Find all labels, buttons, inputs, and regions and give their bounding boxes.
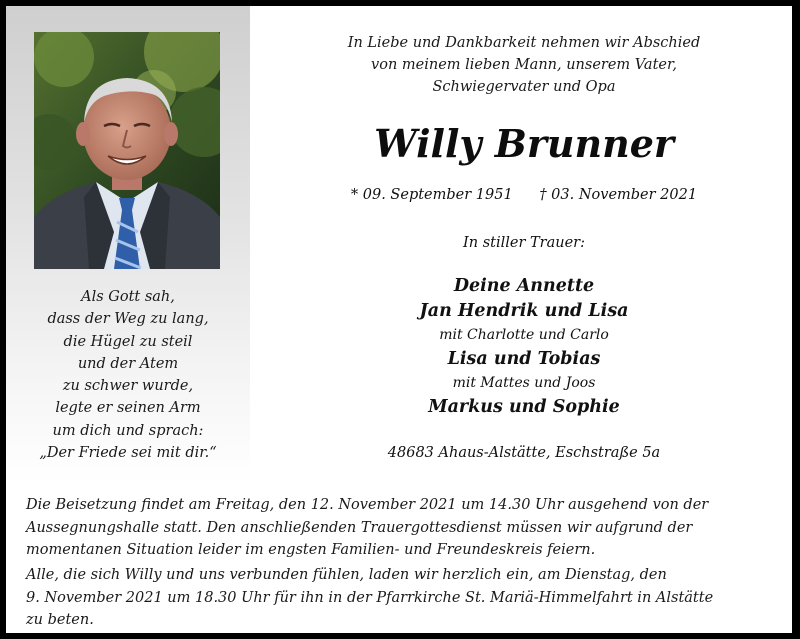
left-panel: [6, 6, 250, 484]
family-children: mit Charlotte und Carlo: [439, 327, 609, 343]
poem-line: und der Atem: [77, 355, 179, 372]
poem-line: legte er seinen Arm: [55, 400, 201, 417]
poem: [6, 286, 250, 464]
birth-date: * 09. September 1951: [350, 187, 513, 203]
paragraph-line: Alle, die sich Willy und uns verbunden fühlen, laden wir herzlich ein, am Dienstag, den: [26, 567, 667, 583]
family-member: Jan Hendrik und Lisa: [419, 301, 629, 321]
invitation-paragraph: [26, 564, 766, 632]
poem-line: zu schwer wurde,: [62, 378, 194, 395]
paragraph-line: Die Beisetzung findet am Freitag, den 12. November 2021 um 14.30 Uhr ausgehend von der: [26, 497, 709, 513]
death-date: † 03. November 2021: [539, 187, 698, 203]
intro-text: [274, 32, 774, 98]
poem-line: Als Gott sah,: [81, 289, 175, 305]
poem-line: die Hügel zu steil: [63, 333, 193, 350]
poem-line: dass der Weg zu lang,: [47, 311, 209, 328]
mourning-heading: In stiller Trauer:: [463, 235, 585, 251]
paragraph-line: momentanen Situation leider im engsten Familien- und Freundeskreis feiern.: [26, 542, 596, 558]
family-list: [274, 274, 774, 420]
intro-line: Schwiegervater und Opa: [432, 79, 616, 95]
life-dates: [274, 184, 774, 206]
intro-line: von meinem lieben Mann, unserem Vater,: [371, 57, 677, 73]
address: 48683 Ahaus-Alstätte, Eschstraße 5a: [387, 445, 661, 461]
family-member: Deine Annette: [453, 276, 595, 296]
intro-line: In Liebe und Dankbarkeit nehmen wir Abschied: [347, 35, 701, 51]
family-member: Markus und Sophie: [428, 397, 620, 417]
paragraph-line: Aussegnungshalle statt. Den anschließenden Trauergottesdienst müssen wir aufgrund der: [26, 519, 693, 536]
poem-line: „Der Friede sei mit dir.“: [39, 445, 217, 462]
obituary-notice: [6, 6, 792, 633]
paragraph-line: 9. November 2021 um 18.30 Uhr für ihn in der Pfarrkirche St. Mariä-Himmelfahrt in Alstätte: [26, 589, 714, 606]
deceased-name: Willy Brunner: [374, 121, 674, 166]
portrait-photo: [34, 32, 220, 269]
paragraph-line: zu beten.: [26, 612, 94, 628]
family-children: mit Mattes und Joos: [452, 375, 596, 391]
family-member: Lisa und Tobias: [447, 349, 601, 369]
poem-line: um dich und sprach:: [52, 422, 204, 439]
burial-paragraph: [26, 494, 766, 562]
